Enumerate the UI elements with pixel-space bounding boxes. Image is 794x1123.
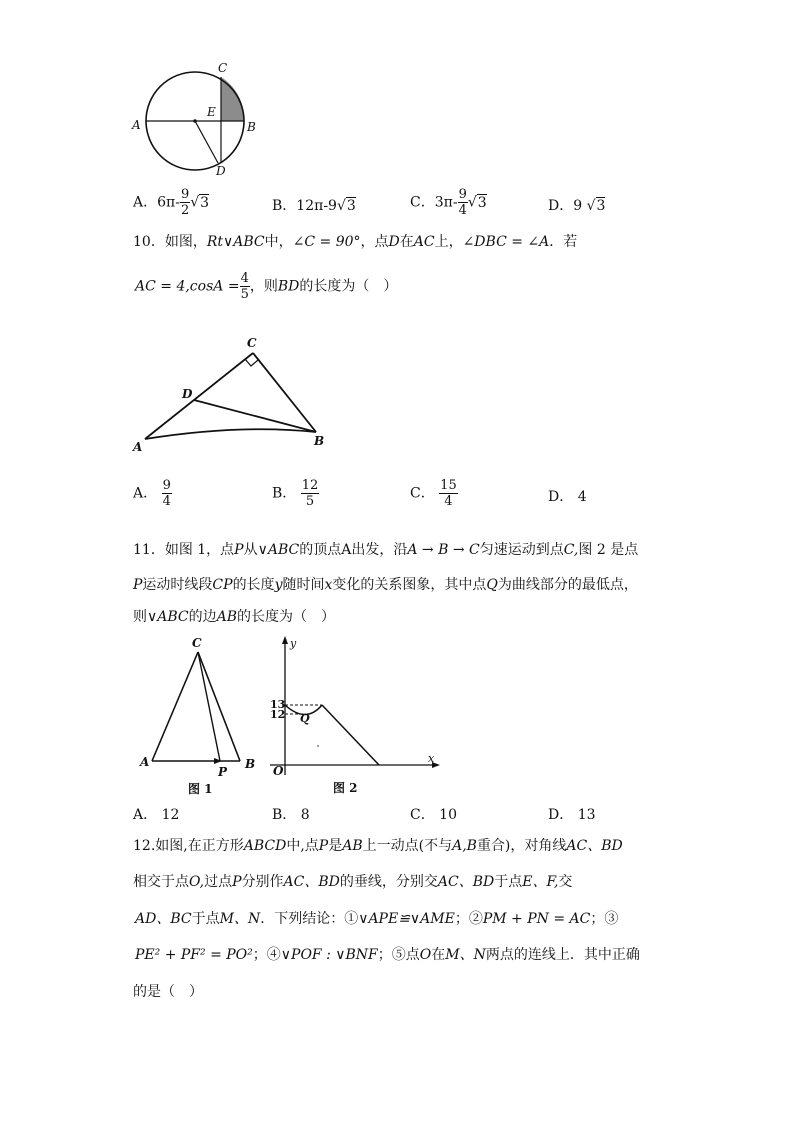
q11-fig2-label-q: Q bbox=[300, 712, 310, 725]
q9-label-c: C bbox=[218, 61, 228, 75]
radicand: 3 bbox=[596, 198, 606, 214]
text: 为曲线部分的最低点， bbox=[497, 577, 638, 593]
q12-stem-line1 bbox=[133, 837, 623, 855]
sqrt-sign: √ bbox=[190, 194, 200, 211]
math: Q bbox=[486, 577, 498, 593]
numerator: 9 bbox=[162, 478, 171, 493]
math: y bbox=[274, 577, 283, 593]
text: 分别作 bbox=[241, 874, 284, 890]
option-key: A． bbox=[133, 485, 158, 502]
math: Rt∨ABC bbox=[206, 234, 265, 250]
math: ∠C = 90° bbox=[292, 234, 361, 250]
math: AB bbox=[216, 609, 238, 625]
option-text: 9 bbox=[573, 198, 583, 214]
option-key: B． bbox=[272, 198, 297, 214]
q12-stem-line5 bbox=[133, 983, 203, 1001]
text: 图 2 是点 bbox=[578, 542, 639, 558]
q11-fig2-origin-label: O bbox=[273, 764, 284, 778]
q9-label-e: E bbox=[207, 105, 216, 119]
text: 中,点 bbox=[286, 838, 319, 854]
math: M、N bbox=[445, 947, 486, 963]
q11-option-d[interactable] bbox=[548, 806, 596, 824]
text: 在 bbox=[431, 947, 446, 963]
math: P bbox=[234, 542, 244, 558]
text: 匀速运动到点 bbox=[479, 542, 564, 558]
math: AC = 4,cosA = bbox=[135, 278, 240, 295]
q9-label-d: D bbox=[216, 164, 226, 178]
sqrt-sign: √ bbox=[336, 198, 346, 214]
text: ．下列结论：① bbox=[260, 911, 359, 927]
text: 的是（ ） bbox=[133, 984, 203, 1000]
math: P bbox=[318, 838, 329, 854]
option-key: D． bbox=[548, 489, 574, 505]
question-number: 10． bbox=[133, 234, 165, 250]
math: E、F, bbox=[522, 874, 559, 890]
option-key: D． bbox=[548, 807, 574, 823]
q11-option-a[interactable] bbox=[133, 806, 179, 824]
numerator: 15 bbox=[440, 478, 457, 493]
text: 两点的连线上．其中正确 bbox=[485, 947, 640, 963]
text: 则 bbox=[133, 609, 147, 625]
math: O, bbox=[189, 874, 205, 890]
q9-label-b: B bbox=[247, 120, 256, 134]
math: A → B → C bbox=[407, 542, 480, 558]
math: ∠DBC = ∠A bbox=[462, 234, 550, 250]
q11-fig1-label-p: P bbox=[218, 765, 228, 779]
text: 相交于点 bbox=[133, 874, 189, 890]
math: P bbox=[133, 577, 143, 593]
radicand: 3 bbox=[477, 194, 487, 211]
text: ，则 bbox=[249, 278, 278, 295]
text: 从 bbox=[243, 542, 258, 558]
q11-fig1-label-a: A bbox=[140, 755, 150, 769]
denominator: 4 bbox=[444, 494, 453, 509]
numerator: 9 bbox=[458, 187, 467, 202]
q11-fig2-line bbox=[322, 705, 379, 765]
option-key: C． bbox=[410, 807, 435, 823]
option-key: B． bbox=[272, 485, 297, 502]
math: ∨ABC bbox=[257, 542, 300, 558]
math: BD bbox=[277, 278, 300, 295]
math: M、N bbox=[219, 911, 261, 927]
math: x bbox=[324, 577, 333, 593]
math: PE² + PF² = PO² bbox=[135, 947, 253, 963]
q12-stem-line2 bbox=[133, 873, 572, 891]
option-value: 4 bbox=[577, 489, 587, 505]
text: 是 bbox=[328, 838, 343, 854]
option-value: 13 bbox=[577, 807, 596, 823]
denominator: 4 bbox=[162, 494, 171, 509]
text: 中， bbox=[264, 234, 293, 250]
math: AC、BD bbox=[437, 874, 495, 890]
q11-fig2-tick-13: 13 bbox=[270, 698, 286, 711]
text: ；② bbox=[454, 911, 483, 927]
math: ∨ABC bbox=[147, 609, 189, 625]
text: ，点 bbox=[360, 234, 389, 250]
sqrt-sign: √ bbox=[586, 198, 596, 214]
q10-label-a: A bbox=[133, 440, 143, 454]
text: 的长度为（ ） bbox=[237, 609, 336, 625]
text: 的边 bbox=[188, 609, 217, 625]
text: 的顶点A出发，沿 bbox=[299, 542, 408, 558]
text: 的长度为（ ） bbox=[299, 278, 398, 295]
math: AC、BD bbox=[283, 874, 340, 890]
math: CP bbox=[212, 577, 233, 593]
math: O bbox=[419, 947, 432, 963]
option-key: A． bbox=[133, 194, 158, 211]
math: ∨POF : ∨BNF bbox=[280, 947, 378, 963]
option-value: 8 bbox=[300, 807, 310, 823]
math: ABCD bbox=[243, 838, 287, 854]
text: 上一动点(不与 bbox=[362, 838, 453, 854]
option-key: C． bbox=[410, 194, 435, 211]
text: 重合)，对角线 bbox=[476, 838, 567, 854]
text: 的垂线，分别交 bbox=[339, 874, 438, 890]
text: ；⑤点 bbox=[377, 947, 420, 963]
option-value: 10 bbox=[439, 807, 457, 823]
q11-option-c[interactable] bbox=[410, 806, 457, 824]
text: 运动时线段 bbox=[142, 577, 213, 593]
math: AB bbox=[342, 838, 363, 854]
option-text: 6π- bbox=[157, 194, 180, 211]
sqrt-sign: √ bbox=[467, 194, 477, 211]
math: AD、BC bbox=[135, 911, 192, 927]
text: ；③ bbox=[590, 911, 619, 927]
option-text: 3π- bbox=[434, 194, 458, 211]
radicand: 3 bbox=[346, 198, 356, 214]
q11-fig1-label-c: C bbox=[192, 636, 202, 650]
text: 11．如图 1，点 bbox=[133, 542, 235, 558]
text: 变化的关系图象，其中点 bbox=[332, 577, 487, 593]
math: P bbox=[232, 874, 242, 890]
denominator: 5 bbox=[240, 287, 249, 302]
q11-fig2-tick-12: 12 bbox=[270, 708, 286, 721]
q11-fig1-caption: 图 1 bbox=[188, 782, 213, 796]
text: 交 bbox=[558, 874, 573, 890]
denominator: 5 bbox=[305, 494, 315, 509]
text: 随时间 bbox=[282, 577, 325, 593]
math: A,B bbox=[452, 838, 477, 854]
option-key: D． bbox=[548, 198, 574, 214]
q10-label-c: C bbox=[247, 336, 257, 350]
math: AC bbox=[413, 234, 435, 250]
option-key: B． bbox=[272, 807, 297, 823]
math: AC、BD bbox=[566, 838, 623, 854]
q11-fig2-stray-dot bbox=[317, 745, 319, 747]
text: ；④ bbox=[252, 947, 281, 963]
radicand: 3 bbox=[200, 194, 210, 211]
math: D bbox=[388, 234, 400, 250]
q9-label-a: A bbox=[132, 118, 141, 132]
q11-fig2-y-arrow bbox=[282, 636, 288, 644]
option-value: 12 bbox=[161, 807, 180, 823]
numerator: 12 bbox=[301, 478, 319, 493]
q11-option-b[interactable] bbox=[272, 806, 310, 824]
option-text: 12π-9 bbox=[296, 198, 337, 214]
math: PM + PN = AC bbox=[482, 911, 591, 927]
option-key: A． bbox=[133, 807, 158, 823]
text: 12.如图,在正方形 bbox=[133, 838, 244, 854]
q12-stem-line3 bbox=[135, 910, 618, 928]
q11-fig2-y-label: y bbox=[290, 637, 297, 650]
q11-fig2-caption: 图 2 bbox=[333, 781, 358, 795]
q11-fig2-x-label: x bbox=[428, 752, 435, 765]
numerator: 9 bbox=[180, 187, 190, 202]
q10-label-d: D bbox=[182, 387, 193, 401]
text: 上， bbox=[434, 234, 463, 250]
q12-stem-line4 bbox=[135, 946, 640, 964]
numerator: 4 bbox=[240, 271, 249, 286]
text: 如图， bbox=[164, 234, 207, 250]
text: ．若 bbox=[549, 234, 578, 250]
text: 在 bbox=[399, 234, 414, 250]
math: ∨APE≌∨AME bbox=[358, 911, 455, 927]
math: C, bbox=[563, 542, 579, 558]
text: 于点 bbox=[494, 874, 523, 890]
q10-label-b: B bbox=[314, 434, 325, 448]
q11-fig1-label-b: B bbox=[245, 757, 256, 771]
text: 于点 bbox=[191, 911, 220, 927]
denominator: 4 bbox=[458, 203, 467, 218]
text: 过点 bbox=[204, 874, 233, 890]
text: 的长度 bbox=[232, 577, 275, 593]
denominator: 2 bbox=[180, 203, 190, 218]
option-key: C． bbox=[410, 485, 435, 502]
